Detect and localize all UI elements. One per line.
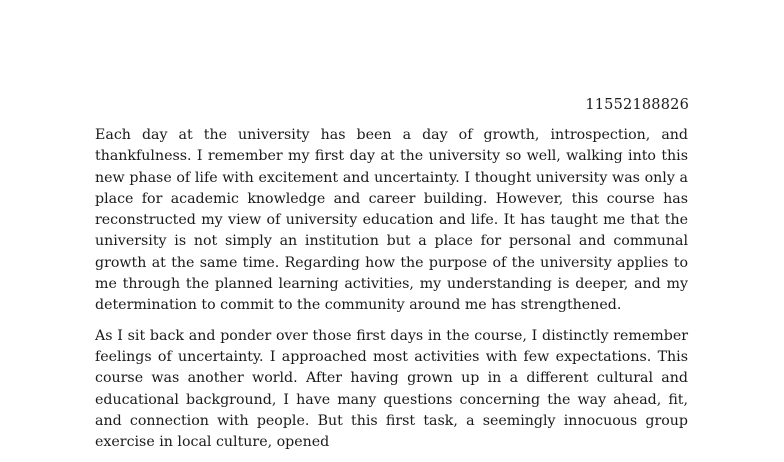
document-body bbox=[95, 125, 688, 462]
paragraph-1: Each day at the university has been a day of growth, introspection, and thankfulness. I remember my first day at the university so well, walking into this new phase of life with excitement and uncertainty. I thought university was only a place for academic knowledge and career building. However, this course has reconstructed my view of university education and life. It has taught me that the university is not simply an institution but a place for personal and communal growth at the same time. Regarding how the purpose of the university applies to me through the planned learning activities, my understanding is deeper, and my determination to commit to the community around me has strengthened. bbox=[95, 127, 688, 314]
page-number: 11552188826 bbox=[585, 97, 689, 113]
paragraph-2: As I sit back and ponder over those first days in the course, I distinctly remember feelings of uncertainty. I approached most activities with few expectations. This course was another world. After having grown up in a different cultural and educational background, I have many questions concerning the way ahead, fit, and connection with people. But this first task, a seemingly innocuous group exercise in local culture, opened bbox=[95, 327, 688, 451]
